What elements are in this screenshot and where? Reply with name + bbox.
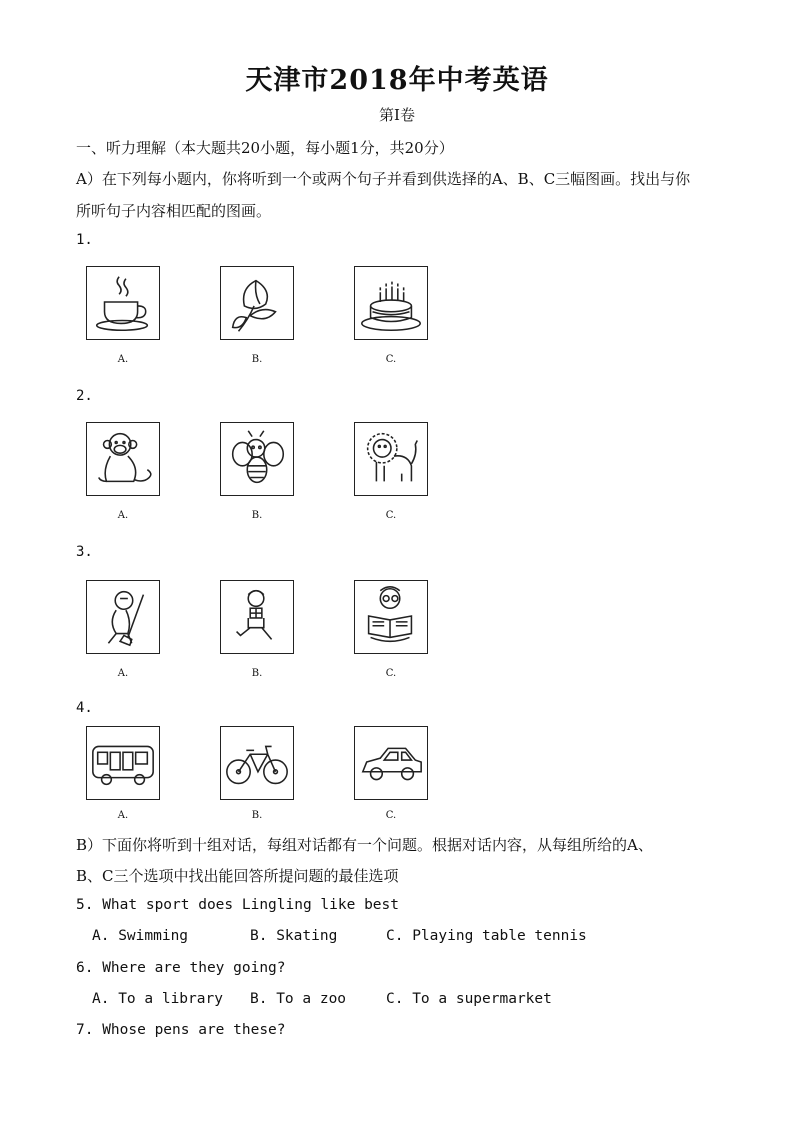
coffee-cup-icon [86, 266, 160, 340]
monkey-icon [86, 422, 160, 496]
flower-icon [220, 266, 294, 340]
option-a: A. Swimming [92, 928, 189, 944]
question-number: 3. [76, 544, 93, 560]
option-label: A. [117, 510, 129, 521]
option-c: C. To a supermarket [386, 991, 552, 1007]
part-b-instruction-line-2: B、C三个选项中找出能回答所提问题的最佳选项 [76, 867, 399, 885]
page-title: 天津市2018年中考英语 [245, 65, 549, 96]
question-number: 1. [76, 232, 93, 248]
question-stem: 5. What sport does Lingling like best [76, 897, 400, 913]
question-number: 2. [76, 388, 93, 404]
section-heading: 一、听力理解（本大题共20小题，每小题1分，共20分） [76, 139, 454, 157]
part-a-instruction-line-1: A）在下列每小题内，你将听到一个或两个句子并看到供选择的A、B、C三幅图画。找出与你 [76, 170, 691, 188]
part-b-instruction-line-1: B）下面你将听到十组对话，每组对话都有一个问题。根据对话内容，从每组所给的A、 [76, 836, 653, 854]
reading-boy-icon [354, 580, 428, 654]
bicycle-icon [220, 726, 294, 800]
bus-icon [86, 726, 160, 800]
option-label: B. [251, 354, 263, 365]
option-label: C. [385, 510, 397, 521]
option-a: A. To a library [92, 991, 223, 1007]
option-label: C. [385, 668, 397, 679]
question-stem: 7. Whose pens are these? [76, 1022, 286, 1038]
car-icon [354, 726, 428, 800]
lion-icon [354, 422, 428, 496]
question-stem: 6. Where are they going? [76, 960, 286, 976]
option-label: B. [251, 810, 263, 821]
option-b: B. To a zoo [250, 991, 347, 1007]
birthday-cake-icon [354, 266, 428, 340]
option-label: A. [117, 810, 129, 821]
option-label: C. [385, 810, 397, 821]
option-label: B. [251, 668, 263, 679]
sweeping-boy-icon [86, 580, 160, 654]
option-label: A. [117, 354, 129, 365]
part-a-instruction-line-2: 所听句子内容相匹配的图画。 [76, 202, 272, 220]
bee-icon [220, 422, 294, 496]
option-c: C. Playing table tennis [386, 928, 587, 944]
option-b: B. Skating [250, 928, 338, 944]
option-label: A. [117, 668, 129, 679]
paper-part-heading: 第Ⅰ卷 [379, 106, 415, 124]
option-label: B. [251, 510, 263, 521]
option-label: C. [385, 354, 397, 365]
question-number: 4. [76, 700, 93, 716]
gift-boy-icon [220, 580, 294, 654]
